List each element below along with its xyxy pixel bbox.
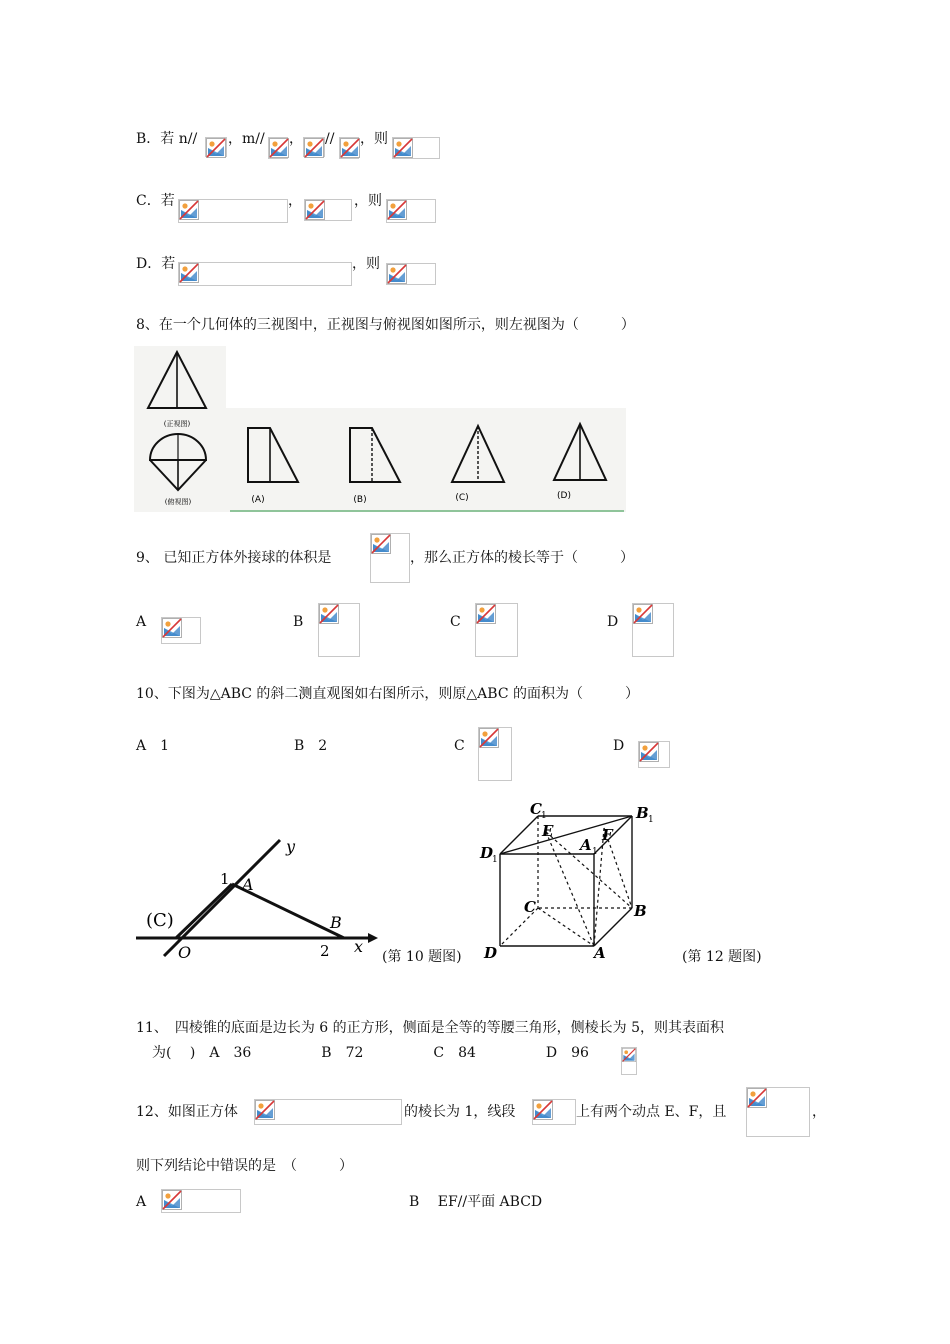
q10-option-b: B 2: [294, 738, 328, 754]
label-c: (C): [146, 910, 174, 931]
formula-image: [475, 603, 518, 657]
broken-image-icon: [179, 263, 199, 283]
broken-image-icon: [162, 1190, 182, 1210]
label-y: y: [286, 837, 296, 856]
q7-c-label: C．若: [136, 193, 175, 209]
formula-image: [638, 741, 670, 768]
label-d: D: [484, 944, 498, 962]
formula-image: [161, 617, 201, 644]
formula-image: [386, 199, 436, 223]
q10-text: 10、下图为△ABC 的斜二测直观图如右图所示，则原△ABC 的面积为（ ）: [136, 686, 639, 702]
label-e: E: [542, 822, 554, 840]
formula-image: [632, 603, 674, 657]
broken-image-icon: [479, 728, 499, 748]
broken-image-icon: [622, 1048, 636, 1062]
formula-image: [386, 263, 436, 285]
x-axis-arrow: [368, 933, 378, 943]
broken-image-icon: [179, 200, 199, 220]
formula-image: [304, 199, 352, 221]
broken-image-icon: [633, 604, 653, 624]
broken-image-icon: [387, 264, 407, 284]
q8-text: 8、在一个几何体的三视图中，正视图与俯视图如图所示，则左视图为（ ）: [136, 317, 635, 333]
formula-image: [478, 727, 512, 781]
label-a1: A: [580, 836, 592, 854]
broken-image-icon: [162, 618, 182, 638]
broken-image-icon: [747, 1088, 767, 1108]
q12-option-a: A: [136, 1194, 147, 1210]
broken-image-icon: [639, 742, 659, 762]
label-a: A: [594, 944, 606, 962]
formula-image: [178, 199, 288, 223]
q9-option-b: B: [293, 614, 304, 630]
formula-image: [621, 1047, 637, 1075]
q9-text-pre: 9、 已知正方体外接球的体积是: [136, 550, 332, 566]
front-view-label: (正视图): [163, 420, 191, 428]
edge-a-b: [594, 908, 632, 946]
formula-image: [254, 1099, 402, 1125]
q12-figure-caption: (第 12 题图): [682, 949, 762, 965]
broken-image-icon: [304, 138, 324, 158]
q7-d-label: D．若: [136, 256, 176, 272]
label-b: B: [634, 902, 647, 920]
q9-option-c: C: [450, 614, 461, 630]
label-d1-sub: 1: [492, 855, 498, 865]
q9-option-d: D: [607, 614, 619, 630]
q8-three-view-figure: [134, 346, 626, 514]
broken-image-icon: [206, 138, 226, 158]
formula-image: [370, 533, 410, 583]
q7-b-sep: ，m//: [228, 131, 265, 147]
formula-image: [303, 137, 325, 157]
q7-c-sep: ，: [288, 193, 302, 209]
label-b1: B: [636, 804, 649, 822]
q10-option-c: C: [454, 738, 465, 754]
label-o: O: [178, 943, 192, 962]
broken-image-icon: [533, 1100, 553, 1120]
broken-image-icon: [371, 534, 391, 554]
formula-image: [339, 137, 359, 159]
option-a-label: (A): [251, 495, 265, 505]
q7-c-then: ，则: [354, 193, 382, 209]
formula-image: [392, 137, 440, 159]
label-x: x: [354, 937, 364, 956]
label-a: A: [242, 875, 254, 894]
q12-option-b: B EF//平面 ABCD: [409, 1194, 543, 1210]
broken-image-icon: [393, 138, 413, 158]
broken-image-icon: [269, 138, 289, 158]
q12-cube-figure: [478, 798, 658, 966]
formula-image: [532, 1099, 576, 1125]
formula-image: [268, 137, 288, 159]
label-f: F: [602, 826, 613, 844]
formula-image: [205, 137, 227, 157]
label-b: B: [330, 913, 342, 932]
formula-image: [746, 1087, 810, 1137]
q10-oblique-figure: [132, 830, 380, 968]
broken-image-icon: [255, 1100, 275, 1120]
q7-b-then: ，则: [360, 131, 388, 147]
label-c1-sub: 1: [541, 811, 547, 821]
option-d-label: (D): [557, 491, 571, 501]
broken-image-icon: [319, 604, 339, 624]
label-c: C: [524, 898, 536, 916]
q10-option-d: D: [613, 738, 625, 754]
q7-b-sep: //: [325, 131, 335, 147]
label-b1-sub: 1: [648, 815, 654, 825]
broken-image-icon: [305, 200, 325, 220]
q12-text-mid1: 的棱长为 1，线段: [404, 1104, 516, 1120]
broken-image-icon: [387, 200, 407, 220]
option-b-label: (B): [353, 495, 367, 505]
q10-option-a: A 1: [136, 738, 170, 754]
label-1: 1: [220, 870, 230, 888]
q11-line2: 为( ) A 36 B 72 C 84 D 96: [152, 1045, 589, 1061]
label-2: 2: [320, 942, 330, 960]
q12-text-mid2: 上有两个动点 E、F，且: [576, 1104, 727, 1120]
broken-image-icon: [340, 138, 360, 158]
q12-text-pre: 12、如图正方体: [136, 1104, 238, 1120]
formula-image: [318, 603, 360, 657]
q9-text-post: ，那么正方体的棱长等于（ ）: [410, 550, 634, 566]
q12-text-end: ，: [812, 1104, 826, 1120]
formula-image: [161, 1189, 241, 1213]
formula-image: [178, 262, 352, 286]
label-c1: C: [530, 800, 542, 818]
q7-d-then: ，则: [352, 256, 380, 272]
q12-line2: 则下列结论中错误的是 （ ）: [136, 1158, 353, 1174]
q9-option-a: A: [136, 614, 147, 630]
q7-b-sep: ，: [289, 131, 303, 147]
top-view-label: (俯视图): [164, 498, 192, 506]
segment-ca: [176, 884, 232, 938]
label-d1: D: [480, 844, 494, 862]
q10-figure-caption: (第 10 题图): [382, 949, 462, 965]
broken-image-icon: [476, 604, 496, 624]
q7-b-label: B．若 n//: [136, 131, 198, 147]
q11-line1: 11、 四棱锥的底面是边长为 6 的正方形，侧面是全等的等腰三角形，侧棱长为 5，则其表面积: [136, 1020, 724, 1036]
option-c-label: (C): [455, 493, 469, 503]
label-a1-sub: 1: [592, 847, 598, 857]
